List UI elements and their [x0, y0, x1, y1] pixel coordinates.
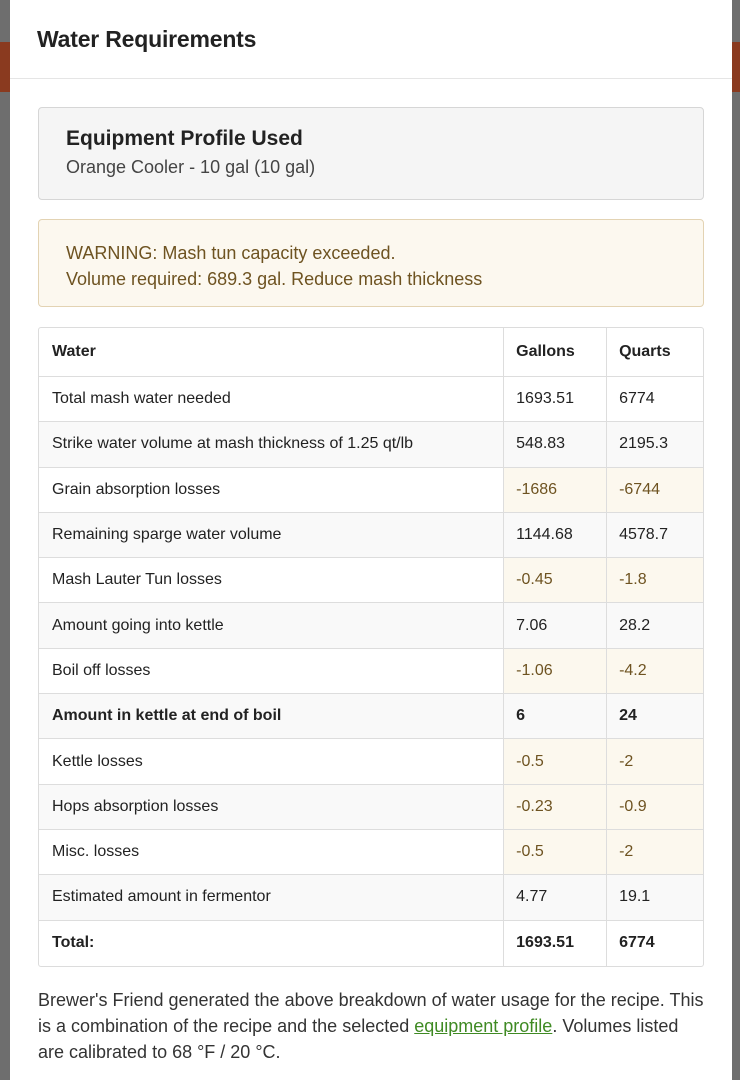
row-gallons: -0.45: [503, 558, 606, 603]
equipment-profile-panel: [38, 107, 704, 200]
column-header-quarts: Quarts: [606, 328, 703, 377]
row-gallons: -1.06: [503, 649, 606, 694]
row-quarts: 6774: [606, 921, 703, 966]
modal-title: Water Requirements: [37, 26, 257, 52]
row-quarts: -6744: [606, 468, 703, 513]
row-label: Amount in kettle at end of boil: [39, 694, 503, 739]
row-quarts: 4578.7: [606, 513, 703, 558]
row-label: Strike water volume at mash thickness of 1.25 qt/lb: [39, 422, 503, 467]
table-row: [39, 649, 703, 694]
table-row: [39, 468, 703, 513]
mash-tun-warning: [38, 219, 704, 307]
note-text-after: . Volumes listed are calibrated to 68 °F / 20 °C.: [38, 1015, 679, 1062]
row-gallons: 1144.68: [503, 513, 606, 558]
row-label: Grain absorption losses: [39, 468, 503, 513]
row-label: Remaining sparge water volume: [39, 513, 503, 558]
modal-header: [10, 0, 732, 79]
row-label: Estimated amount in fermentor: [39, 875, 503, 920]
row-quarts: 19.1: [606, 875, 703, 920]
row-gallons: -0.5: [503, 739, 606, 784]
row-quarts: 28.2: [606, 603, 703, 648]
row-gallons: 1693.51: [503, 377, 606, 422]
row-quarts: -1.8: [606, 558, 703, 603]
row-quarts: -2: [606, 739, 703, 784]
table-row: [39, 422, 703, 467]
table-row: [39, 377, 703, 422]
row-quarts: 2195.3: [606, 422, 703, 467]
row-quarts: 6774: [606, 377, 703, 422]
row-label: Misc. losses: [39, 830, 503, 875]
table-row: [39, 785, 703, 830]
note-text-before: Brewer's Friend generated the above breakdown of water usage for the recipe. This is a combination of the recipe and the selected: [38, 989, 704, 1036]
table-row: [39, 513, 703, 558]
row-gallons: 6: [503, 694, 606, 739]
table-row: [39, 739, 703, 784]
water-requirements-modal: [10, 0, 732, 1080]
row-gallons: 7.06: [503, 603, 606, 648]
row-label: Boil off losses: [39, 649, 503, 694]
row-quarts: 24: [606, 694, 703, 739]
column-header-gallons: Gallons: [503, 328, 606, 377]
row-label: Hops absorption losses: [39, 785, 503, 830]
table-row: [39, 694, 703, 739]
table-row: [39, 603, 703, 648]
table-body: [39, 377, 703, 966]
column-header-water: Water: [39, 328, 503, 377]
row-label: Mash Lauter Tun losses: [39, 558, 503, 603]
water-table: [38, 327, 704, 967]
equipment-profile-link[interactable]: equipment profile: [414, 1015, 553, 1036]
modal-body: [10, 79, 732, 1065]
row-label: Total:: [52, 934, 95, 952]
row-gallons: -0.23: [503, 785, 606, 830]
table-row: [39, 875, 703, 920]
equipment-profile-heading: Equipment Profile Used: [66, 127, 303, 150]
row-label: Amount going into kettle: [39, 603, 503, 648]
row-gallons: -1686: [503, 468, 606, 513]
table-header-row: [39, 328, 703, 377]
row-gallons: 548.83: [503, 422, 606, 467]
row-quarts: -4.2: [606, 649, 703, 694]
warning-line-1: WARNING: Mash tun capacity exceeded.: [66, 243, 396, 263]
row-gallons: 4.77: [503, 875, 606, 920]
row-label: Total mash water needed: [39, 377, 503, 422]
water-usage-note: [38, 987, 704, 1065]
warning-line-2: Volume required: 689.3 gal. Reduce mash thickness: [66, 269, 483, 289]
row-gallons: 1693.51: [503, 921, 606, 966]
row-quarts: -2: [606, 830, 703, 875]
table-row: [39, 558, 703, 603]
table-row: [39, 830, 703, 875]
equipment-profile-value: Orange Cooler - 10 gal (10 gal): [66, 157, 316, 177]
row-gallons: -0.5: [503, 830, 606, 875]
row-quarts: -0.9: [606, 785, 703, 830]
row-label: Kettle losses: [39, 739, 503, 784]
table-row: [39, 921, 703, 966]
